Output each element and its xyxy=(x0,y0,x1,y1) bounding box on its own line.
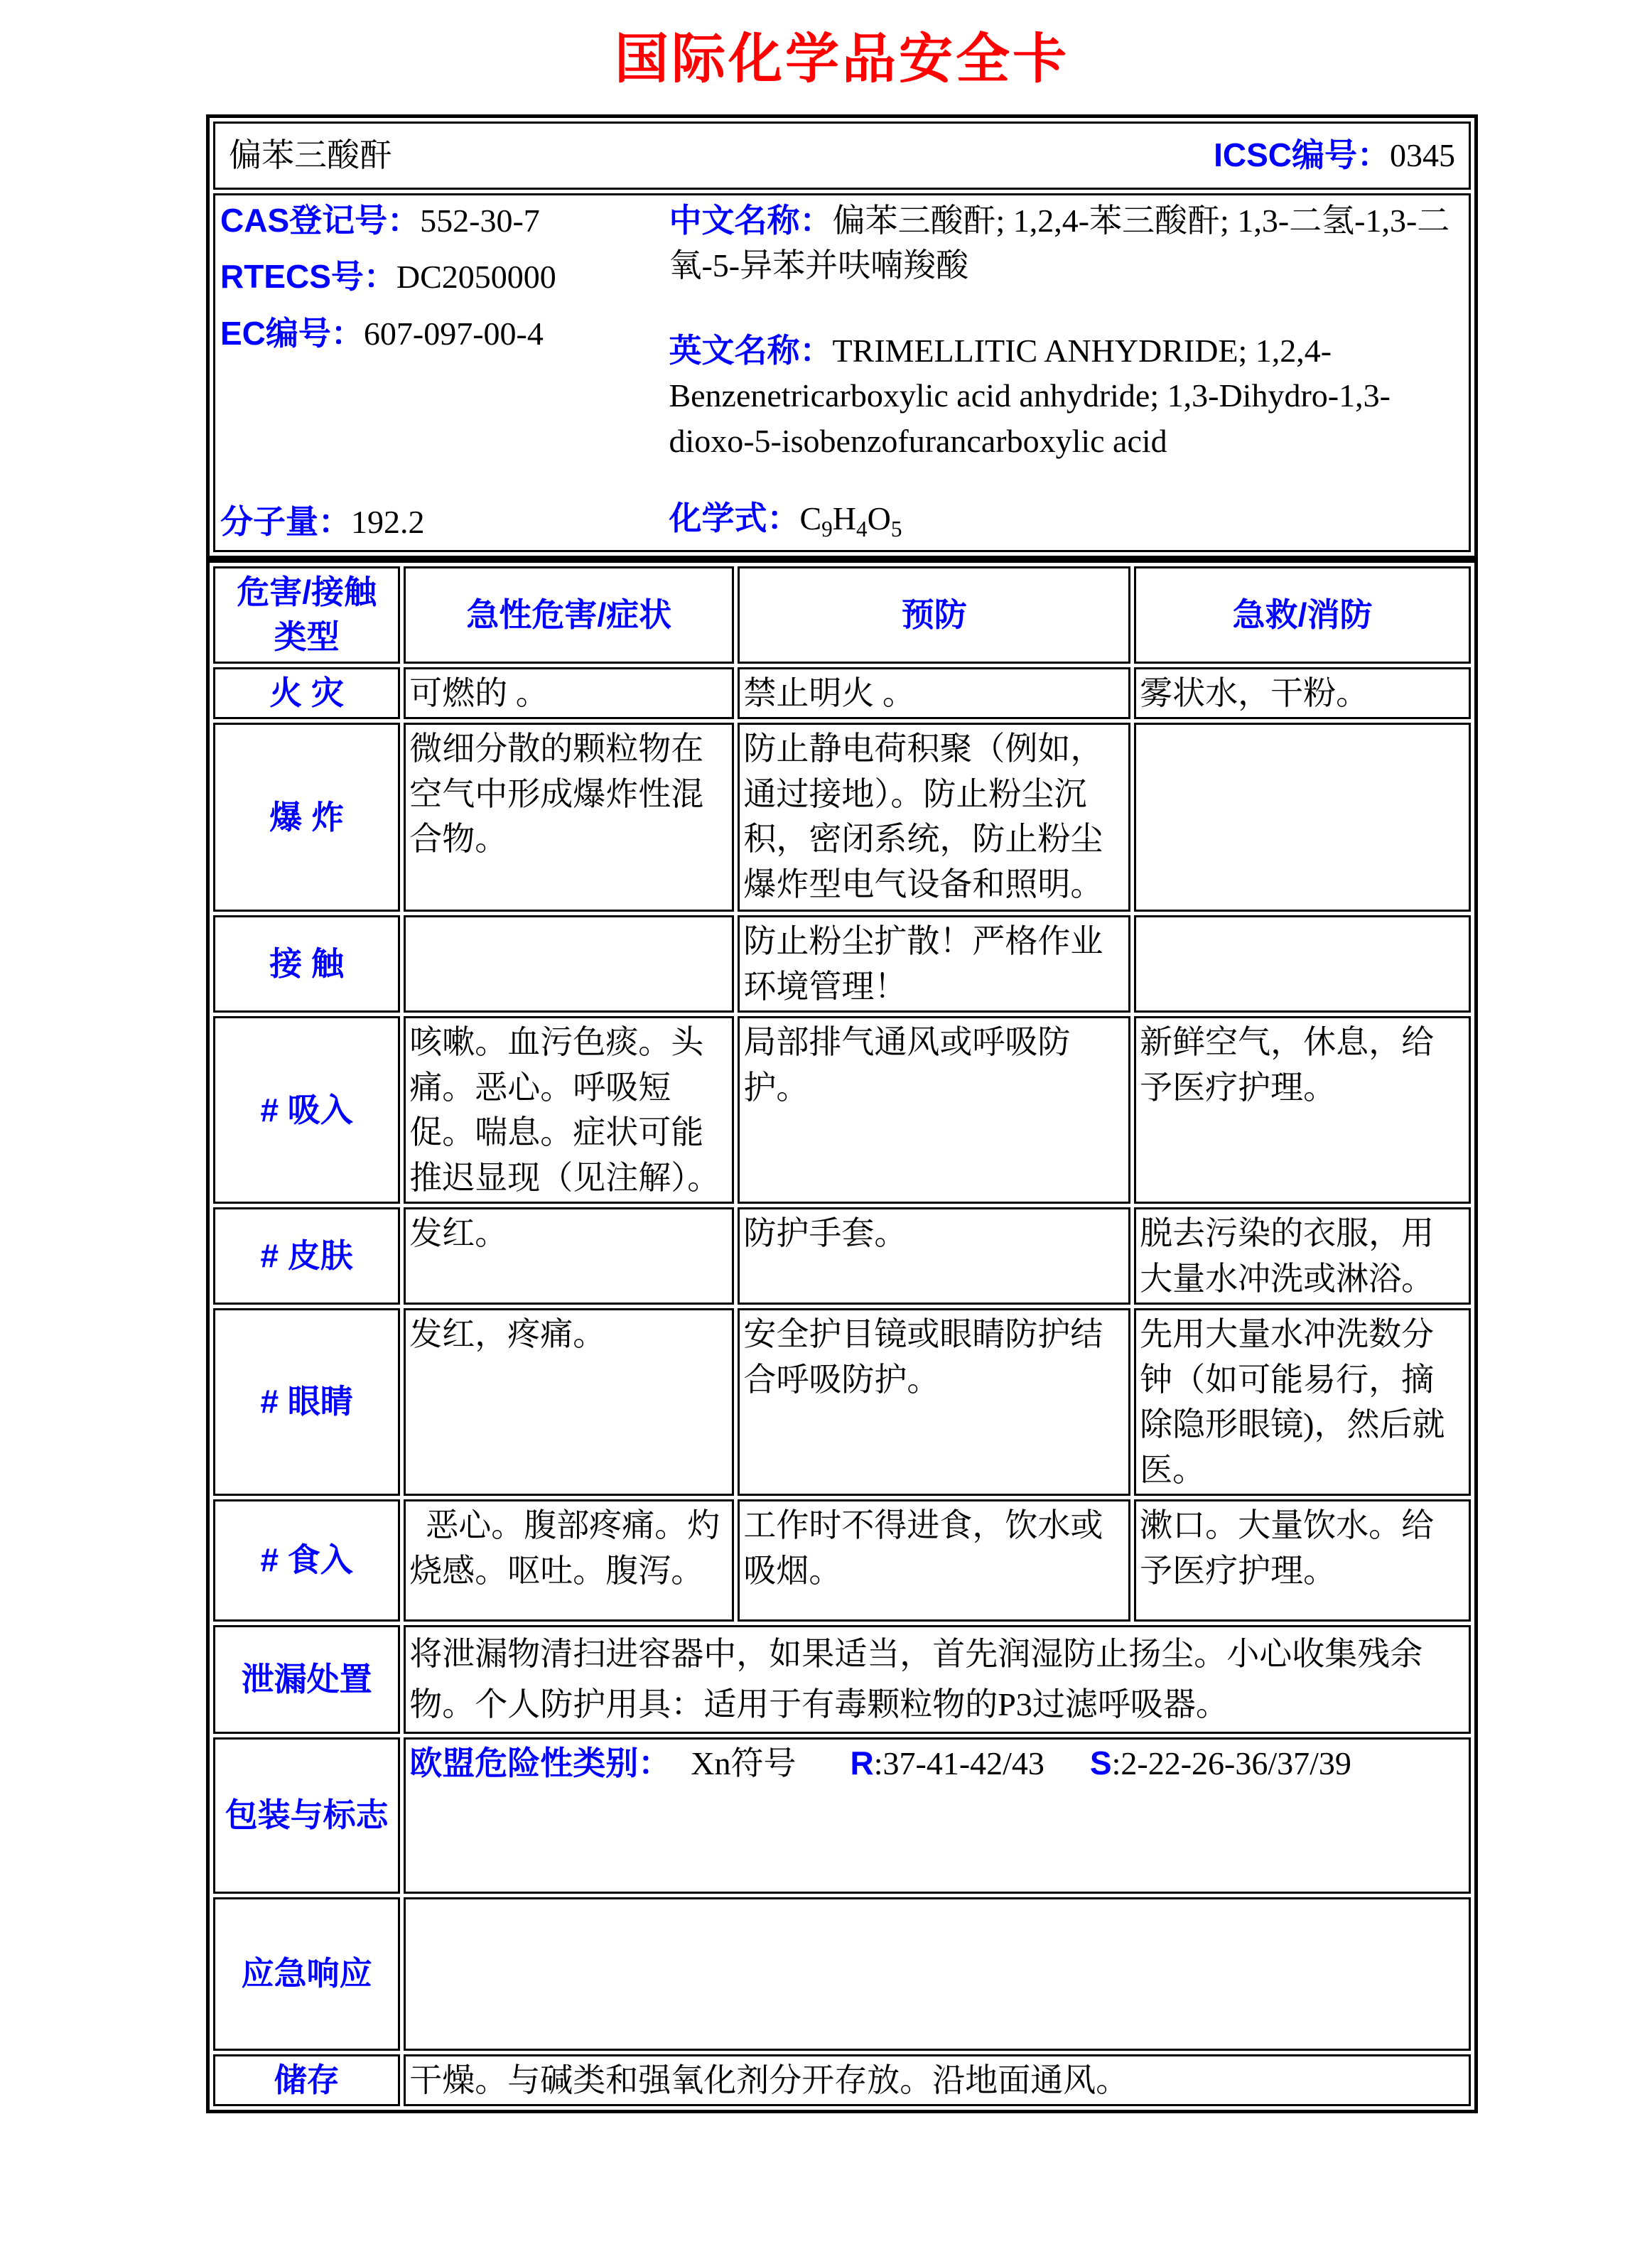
formula-line xyxy=(669,496,1465,544)
fire-first-aid: 雾状水，干粉。 xyxy=(1134,667,1471,719)
mw-label: 分子量： xyxy=(220,502,351,540)
eu-xn-symbol: Xn符号 xyxy=(691,1745,797,1781)
substance-title-row xyxy=(213,122,1471,190)
section-row-emergency-response xyxy=(213,1897,1471,2051)
skin-first-aid: 脱去污染的衣服，用大量水冲洗或淋浴。 xyxy=(1134,1207,1471,1305)
row-label: 储存 xyxy=(213,2054,400,2106)
chinese-name-line xyxy=(669,198,1465,289)
hazard-row-fire xyxy=(213,667,1471,719)
icsc-value: 0345 xyxy=(1390,137,1455,174)
row-label: # 皮肤 xyxy=(213,1207,400,1305)
hazard-row-explosion xyxy=(213,723,1471,912)
page-title: 国际化学品安全卡 xyxy=(615,29,1069,90)
formula-label: 化学式： xyxy=(669,499,800,536)
english-name-label: 英文名称： xyxy=(669,331,833,369)
eu-class-label: 欧盟危险性类别： xyxy=(409,1744,671,1781)
chinese-name-value: 偏苯三酸酐; 1,2,4-苯三酸酐; 1,3-二氢-1,3-二氧-5-异苯并呋喃羧酸 xyxy=(669,203,1450,284)
rtecs-value: DC2050000 xyxy=(396,259,556,296)
rtecs-label: RTECS号： xyxy=(220,258,396,296)
chinese-name-label: 中文名称： xyxy=(669,202,833,239)
icsc-number xyxy=(1214,133,1455,178)
skin-symptoms: 发红。 xyxy=(404,1207,734,1305)
english-name-line xyxy=(669,328,1465,463)
ec-value: 607-097-00-4 xyxy=(363,315,544,352)
row-label: 接 触 xyxy=(213,915,400,1013)
hazard-row-ingestion xyxy=(213,1499,1471,1622)
cas-number-line xyxy=(220,198,667,243)
eyes-first-aid: 先用大量水冲洗数分钟（如可能易行，摘除隐形眼镜)，然后就医。 xyxy=(1134,1308,1471,1496)
row-label: 应急响应 xyxy=(213,1897,400,2051)
ingestion-first-aid: 漱口。大量饮水。给予医疗护理。 xyxy=(1134,1499,1471,1622)
substance-name: 偏苯三酸酐 xyxy=(229,137,392,174)
row-label: 包装与标志 xyxy=(213,1737,400,1894)
packaging-content xyxy=(404,1737,1471,1894)
substance-title-cell xyxy=(213,122,1471,190)
rtecs-number-line xyxy=(220,254,667,299)
row-label: 火 灾 xyxy=(213,667,400,719)
eu-s-value: :2-22-26-36/37/39 xyxy=(1111,1745,1351,1781)
storage-content: 干燥。与碱类和强氧化剂分开存放。沿地面通风。 xyxy=(404,2054,1471,2106)
spillage-content: 将泄漏物清扫进容器中，如果适当，首先润湿防止扬尘。小心收集残余物。个人防护用具：适用于有毒颗粒物的P3过滤呼吸器。 xyxy=(404,1625,1471,1734)
formula-value: $C_9H_4O_5$ xyxy=(799,500,902,541)
header-prevention: 预防 xyxy=(738,566,1130,664)
row-label: # 食入 xyxy=(213,1499,400,1622)
hazard-row-skin xyxy=(213,1207,1471,1305)
ec-number-line xyxy=(220,311,667,356)
identity-table xyxy=(206,114,1478,559)
eu-r-value: :37-41-42/43 xyxy=(873,1745,1044,1781)
hazard-row-eyes xyxy=(213,1308,1471,1496)
eyes-symptoms: 发红，疼痛。 xyxy=(404,1308,734,1496)
inhalation-first-aid: 新鲜空气，休息，给予医疗护理。 xyxy=(1134,1016,1471,1204)
fire-symptoms: 可燃的 。 xyxy=(404,667,734,719)
icsc-label: ICSC编号： xyxy=(1214,136,1390,174)
explosion-symptoms: 微细分散的颗粒物在空气中形成爆炸性混合物。 xyxy=(404,723,734,912)
substance-names xyxy=(667,197,1465,549)
identity-info-cell xyxy=(213,193,1471,552)
fire-prevention: 禁止明火 。 xyxy=(738,667,1130,719)
cas-label: CAS登记号： xyxy=(220,202,421,239)
exposure-prevention: 防止粉尘扩散！严格作业环境管理！ xyxy=(738,915,1130,1013)
section-row-spillage xyxy=(213,1625,1471,1734)
emergency-response-content xyxy=(404,1897,1471,2051)
hazard-table xyxy=(206,559,1478,2113)
row-label: 爆 炸 xyxy=(213,723,400,912)
mw-value: 192.2 xyxy=(351,503,425,540)
safety-card xyxy=(206,114,1478,2113)
english-name-value: TRIMELLITIC ANHYDRIDE; 1,2,4-Benzenetricarboxylic acid anhydride; 1,3-Dihydro-1,3-dioxo-5-isobenzofurancarboxylic acid xyxy=(669,332,1391,459)
cas-value: 552-30-7 xyxy=(420,203,540,239)
section-row-storage xyxy=(213,2054,1471,2106)
eyes-prevention: 安全护目镜或眼睛防护结合呼吸防护。 xyxy=(738,1308,1130,1496)
header-first-aid: 急救/消防 xyxy=(1134,566,1471,664)
skin-prevention: 防护手套。 xyxy=(738,1207,1130,1305)
eu-r-label: R xyxy=(850,1744,874,1781)
molecular-weight-line xyxy=(220,500,667,544)
inhalation-symptoms: 咳嗽。血污色痰。头痛。恶心。呼吸短促。喘息。症状可能推迟显现（见注解）。 xyxy=(404,1016,734,1204)
exposure-symptoms xyxy=(404,915,734,1013)
hazard-row-inhalation xyxy=(213,1016,1471,1204)
ingestion-symptoms: 恶心。腹部疼痛。灼烧感。呕吐。腹泻。 xyxy=(404,1499,734,1622)
identity-info-row xyxy=(213,193,1471,552)
registry-numbers xyxy=(219,197,667,549)
hazard-row-exposure xyxy=(213,915,1471,1013)
row-label: # 吸入 xyxy=(213,1016,400,1204)
eu-s-label: S xyxy=(1089,1744,1112,1781)
section-row-packaging xyxy=(213,1737,1471,1894)
header-hazard-type: 危害/接触 类型 xyxy=(213,566,400,664)
header-acute-symptoms: 急性危害/症状 xyxy=(404,566,734,664)
hazard-header-row xyxy=(213,566,1471,664)
exposure-first-aid xyxy=(1134,915,1471,1013)
explosion-first-aid xyxy=(1134,723,1471,912)
ec-label: EC编号： xyxy=(220,314,364,352)
row-label: 泄漏处置 xyxy=(213,1625,400,1734)
inhalation-prevention: 局部排气通风或呼吸防护。 xyxy=(738,1016,1130,1204)
ingestion-prevention: 工作时不得进食，饮水或吸烟。 xyxy=(738,1499,1130,1622)
explosion-prevention: 防止静电荷积聚（例如，通过接地）。防止粉尘沉积，密闭系统，防止粉尘爆炸型电气设备和照明。 xyxy=(738,723,1130,912)
row-label: # 眼睛 xyxy=(213,1308,400,1496)
